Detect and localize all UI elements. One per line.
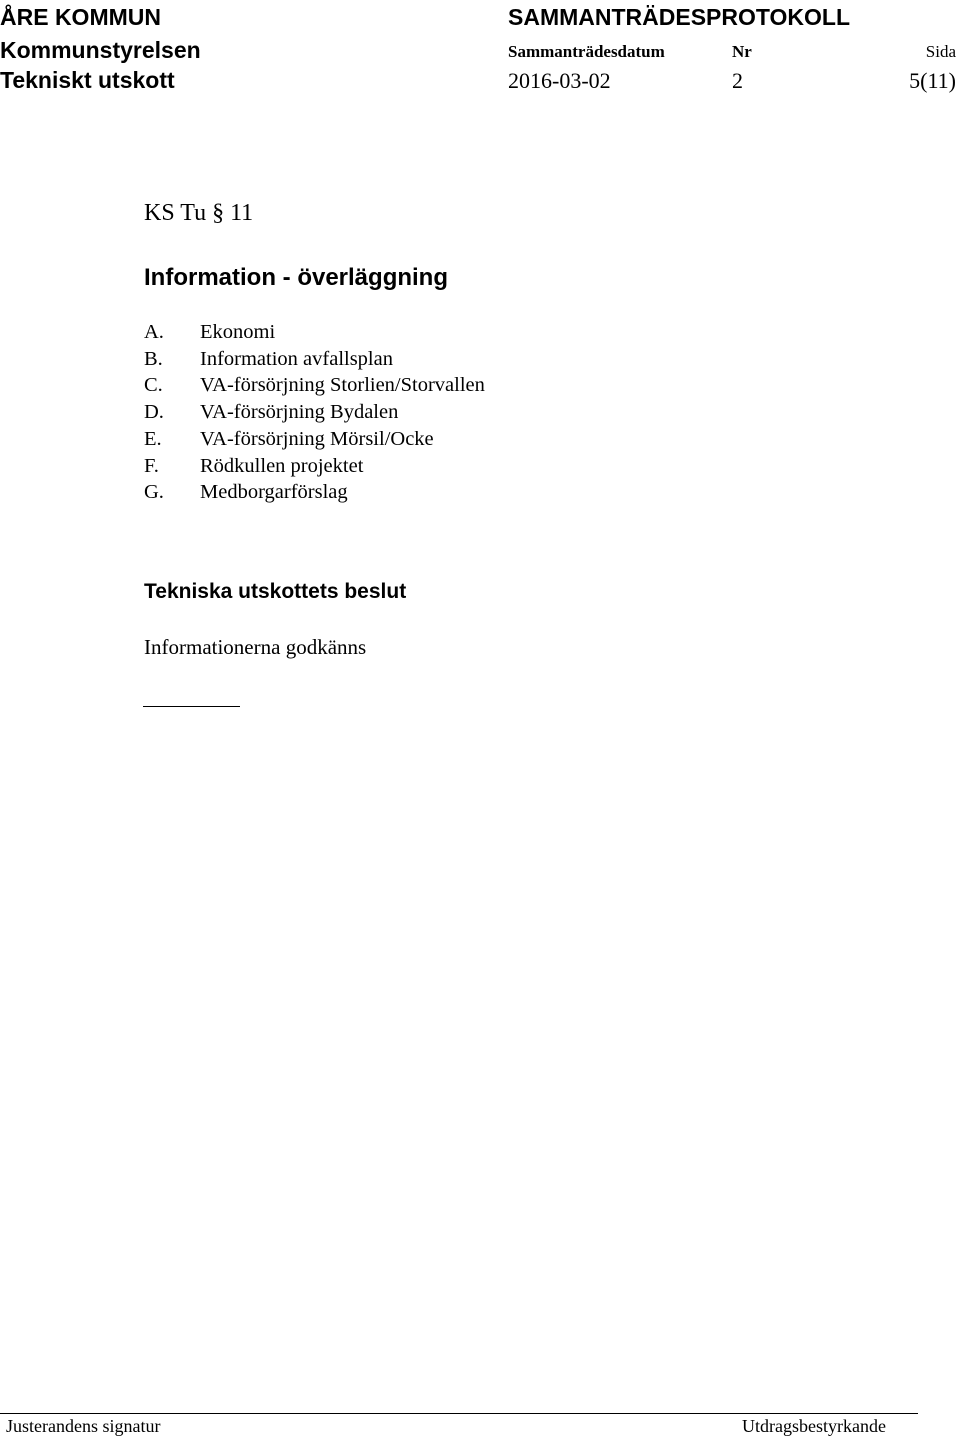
list-item-text: Ekonomi — [200, 321, 276, 343]
end-of-section-rule — [143, 706, 240, 707]
list-item-text: Information avfallsplan — [200, 347, 393, 370]
list-item-letter: A. — [144, 321, 164, 343]
list-item-letter: E. — [144, 427, 162, 450]
list-item-text: VA-försörjning Mörsil/Ocke — [200, 427, 434, 450]
section-title: Information - överläggning — [144, 264, 448, 291]
list-item — [144, 453, 485, 480]
page-number: 5(11) — [909, 68, 956, 93]
list-item — [144, 426, 485, 453]
list-item — [144, 399, 485, 426]
list-item-letter: D. — [144, 401, 164, 424]
list-item-text: VA-försörjning Bydalen — [200, 401, 399, 424]
certification-label: Utdragsbestyrkande — [742, 1416, 886, 1436]
list-item — [144, 346, 485, 373]
list-item-letter: G. — [144, 481, 164, 504]
decision-text: Informationerna godkänns — [144, 635, 367, 659]
date-label: Sammanträdesdatum — [508, 42, 665, 61]
list-item-text: VA-försörjning Storlien/Storvallen — [200, 374, 485, 397]
list-item-letter: B. — [144, 347, 163, 370]
committee-name: Tekniskt utskott — [0, 67, 175, 93]
nr-label: Nr — [732, 42, 752, 61]
municipality-name: ÅRE KOMMUN — [0, 4, 161, 30]
paragraph-id: KS Tu § 11 — [144, 200, 254, 226]
decision-title: Tekniska utskottets beslut — [144, 580, 407, 603]
list-item-letter: F. — [144, 454, 159, 477]
list-item — [144, 372, 485, 399]
footer-divider — [0, 1413, 918, 1414]
page-label: Sida — [925, 42, 956, 61]
list-item-letter: C. — [144, 374, 163, 397]
document-type: SAMMANTRÄDESPROTOKOLL — [508, 4, 851, 30]
agenda-list — [144, 319, 485, 506]
list-item-text: Rödkullen projektet — [200, 454, 364, 477]
meeting-number: 2 — [732, 68, 743, 93]
list-item — [144, 319, 485, 346]
meeting-date: 2016-03-02 — [508, 68, 611, 93]
list-item-text: Medborgarförslag — [200, 481, 348, 504]
body-name: Kommunstyrelsen — [0, 37, 201, 63]
list-item — [144, 479, 485, 506]
signature-label: Justerandens signatur — [6, 1416, 161, 1436]
